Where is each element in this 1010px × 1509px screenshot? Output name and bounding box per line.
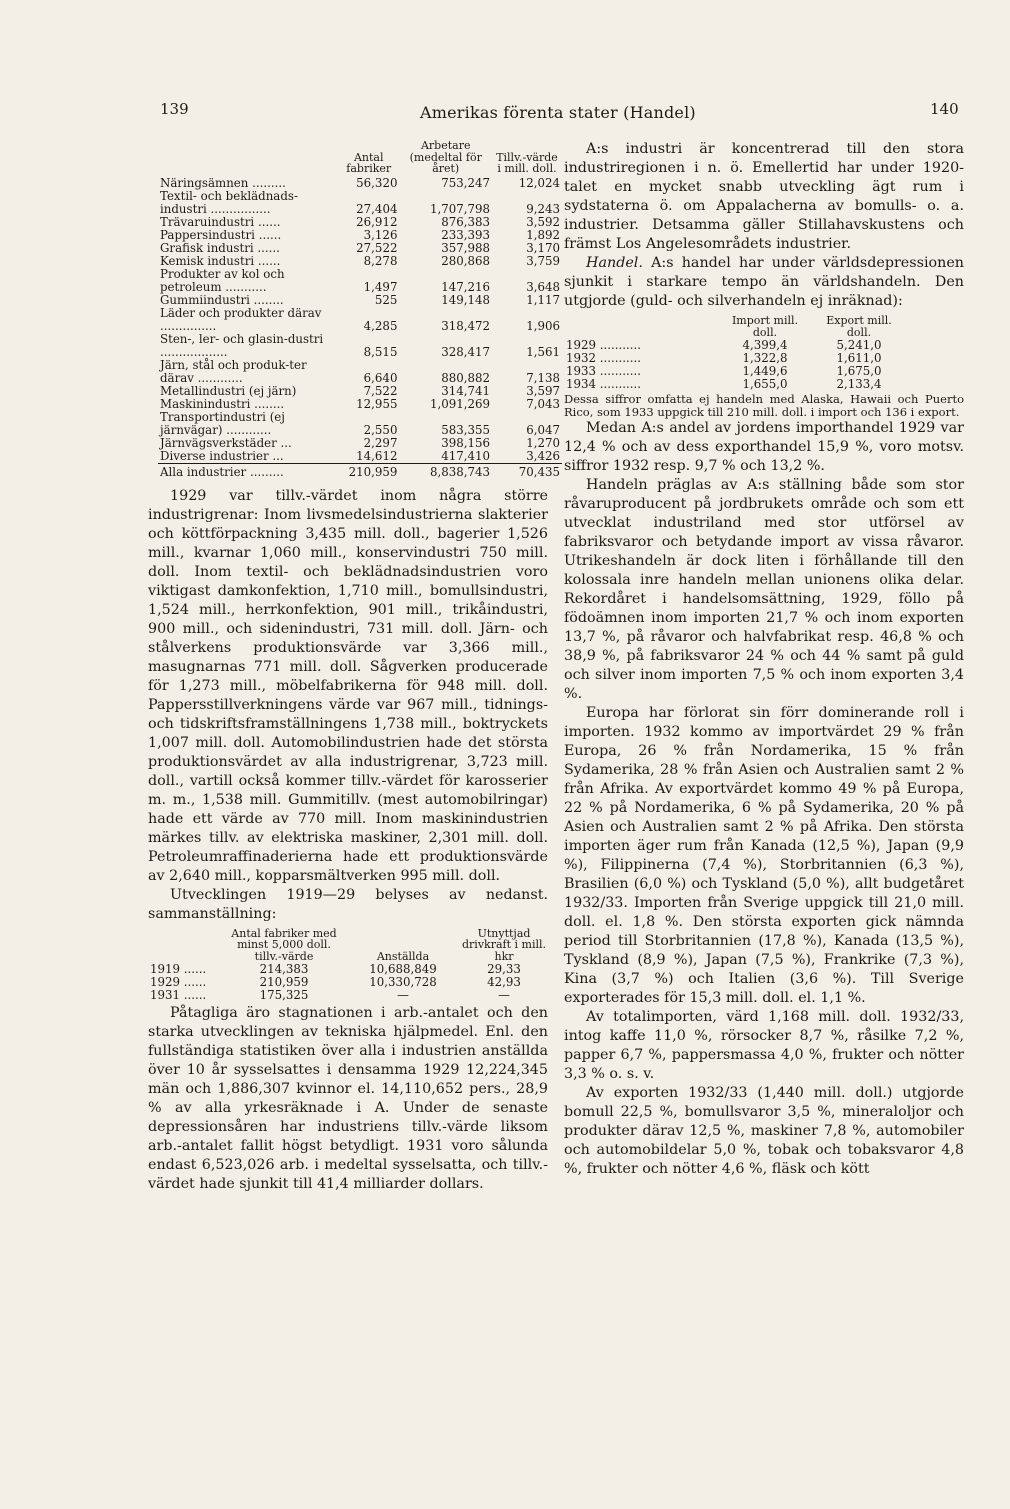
right-paragraph-1: A:s industri är koncentrerad till den stora industriregionen i n. ö. Emellertid har under 1920-talet en mycket snabb utveckling ägt rum i sydstaterna ö. om Appalacherna av bomulls- o. a. industrier. Detsamma gäller Stillahavskustens och främst Los Angelesområdets industrier. [564,141,964,252]
industry-value: 357,988 [441,240,490,255]
trade-value: 2,133,4 [836,377,882,391]
dev-value: 10,330,728 [369,975,437,989]
trade-year: 1934 ........... [566,377,642,391]
industry-name: Diverse industrier ... [160,448,284,463]
dev-row [148,989,548,1002]
trade-row [564,378,964,391]
industry-value: 26,912 [356,214,398,229]
page-number-right: 140 [930,100,959,118]
industry-row [158,255,562,268]
industry-row [158,411,562,437]
industry-value: 4,285 [363,318,398,333]
industry-value: 3,170 [526,240,560,255]
right-paragraph-2 [564,254,964,311]
trade-year: 1932 ........... [566,351,642,365]
section-heading-handel: Handel. [586,255,643,271]
industry-row [158,307,562,333]
industry-value: 876,383 [441,214,490,229]
industry-value: 1,270 [526,435,560,450]
industry-row [158,177,562,190]
dev-value: 214,383 [259,962,309,976]
industry-value: 3,597 [526,383,560,398]
dev-value: 29,33 [487,962,521,976]
industry-value: 7,522 [363,383,398,398]
dev-value: — [498,988,510,1002]
trade-table-body [564,339,964,391]
industry-name: Järnvägsverkstäder ... [160,435,292,450]
development-table [148,928,548,1003]
industry-value: 1,117 [526,292,560,307]
trade-value: 1,322,8 [742,351,788,365]
trade-header-import: Import mill. doll. [731,314,799,339]
industry-header-workers: Arbetare (medeltal för året) [409,139,482,175]
running-head: Amerikas förenta stater (Handel) [420,103,696,122]
dev-value: 175,325 [259,988,309,1002]
dev-value: 10,688,849 [369,962,437,976]
industry-name: Metallindustri (ej järn) [160,383,297,398]
industry-value: 314,741 [441,383,490,398]
dev-header-power: Utnyttjad drivkraft i mill. hkr [462,926,546,963]
right-paragraph-8: Av exporten 1932/33 (1,440 mill. doll.) utgjorde bomull 22,5 %, bomullsvaror 3,5 %, mineraloljor och produkter därav 12,5 %, maskiner 7,8 %, automobiler och automobildelar 5,0 %, tobak och tobaksvaror 4,8 %, frukter och nötter 4,6 %, fläsk och kött [564,1084,964,1177]
left-column [148,139,560,1194]
industry-table-body [158,177,562,479]
industry-name: Transportindustri (ej järnvägar) ............ [160,409,285,437]
industry-value: 398,156 [441,435,490,450]
left-paragraph-2: Utvecklingen 1919—29 belyses av nedanst. sammanställning: [148,886,548,922]
dev-year: 1929 ...... [150,975,207,989]
industry-value: 417,410 [441,448,490,463]
industry-header-factories: Antal fabriker [346,150,392,175]
trade-year: 1933 ........... [566,364,642,378]
industry-value: 1,906 [526,318,560,333]
industry-total-row [158,463,562,479]
left-paragraph-3: Påtagliga äro stagnationen i arb.-antalet och den starka utvecklingen av tekniska hjälpmedel. Enl. den fullständiga statistiken över alla i industrien anställda över 10 år sysselsattes i densamma 1929 12,224,345 män och 1,886,307 kvinnor el. 14,110,652 pers., 28,9 % av alla yrkesräknade i A. Under de senaste depressionsåren har industriens tillv.-värde liksom arb.-antalet fallit högst betydligt. 1931 voro sålunda endast 6,523,026 arb. i medeltal sysselsatta, och tillv.-värdet hade sjunkit till 41,4 milliarder dollars. [148,1005,548,1192]
right-paragraph-2-text: A:s handel har under världsdepressionen sjunkit i starkare tempo än världshandeln. Den utgjorde (guld- och silverhandeln ej inräknad): [564,255,964,309]
industry-value: 280,868 [441,253,490,268]
trade-value: 5,241,0 [836,338,882,352]
industry-value: 318,472 [441,318,490,333]
industry-table [158,140,562,479]
industry-value: 147,216 [441,279,490,294]
industry-value: 12,955 [356,396,398,411]
industry-name: Sten-, ler- och glasin-dustri .................. [160,331,324,359]
industry-row [158,385,562,398]
industry-value: 7,138 [526,370,560,385]
trade-year: 1929 ........... [566,338,642,352]
industry-row [158,268,562,294]
industry-value: 3,126 [363,227,398,242]
dev-value: 42,93 [487,975,521,989]
dev-header-factories: Antal fabriker med minst 5,000 doll. tillv.-värde [231,926,337,963]
trade-spacer [906,352,964,365]
industry-value: 6,640 [363,370,398,385]
trade-spacer [906,365,964,378]
industry-value: 525 [374,292,398,307]
industry-name: Näringsämnen ......... [160,175,286,190]
industry-header-value: Tillv.-värde i mill. doll. [496,150,558,175]
dev-year: 1919 ...... [150,962,207,976]
right-paragraph-5: Handeln präglas av A:s ställning både som stor råvaruproducent på jordbrukets område och som ett utvecklat industriland med stor utförsel av fabriksvaror och betydande import av vissa råvaror. Utrikeshandeln är dock liten i förhållande till den kolossala inre handeln mellan unionens olika delar. Rekordåret i handelsomsättning, 1929, föllo på födoämnen inom importen 21,7 % och inom exporten 13,7 %, på råvaror och halvfabrikat resp. 46,8 % och 38,9 %, på fabriksvaror 24 % och 44 % samt på guld och silver inom importen 7,5 % och inom exporten 3,4 %. [564,476,964,702]
industry-value: 233,393 [441,227,490,242]
industry-row [158,242,562,255]
right-paragraph-6: Europa har förlorat sin förr dominerande roll i importen. 1932 kommo av importvärdet 29 % från Europa, 26 % från Nordamerika, 15 % från Sydamerika, 28 % från Asien och Australien samt 2 % från Afrika. Av exportvärdet kommo 49 % på Europa, 22 % på Nordamerika, 6 % på Sydamerika, 20 % på Asien och Australien samt 2 % på Afrika. Den största importen äger rum från Kanada (12,5 %), Japan (9,9 %), Filippinerna (7,4 %), Storbritannien (6,3 %), Brasilien (6,0 %) och Tyskland (5,0 %), allt budgetåret 1932/33. Importen från Sverige uppgick till 21,0 mill. doll. el. 1,8 %. Den största exporten gick nämnda period till Storbritannien (17,8 %), Kanada (13,5 %), Tyskland (8,9 %), Japan (7,5 %), Frankrike (7,3 %), Kina (3,7 %) och Italien (3,6 %). Till Sverige exporterades för 15,3 mill. doll. el. 1,1 %. [564,704,964,1006]
industry-value: 6,047 [526,422,560,437]
industry-row [158,437,562,450]
industry-value: 880,882 [441,370,490,385]
industry-row [158,229,562,242]
trade-header-blank [564,315,718,339]
industry-row [158,216,562,229]
industry-row [158,333,562,359]
trade-value: 1,449,6 [742,364,788,378]
industry-row [158,190,562,216]
industry-value: 3,426 [526,448,560,463]
industry-value: 328,417 [441,344,490,359]
industry-value: 3,648 [526,279,560,294]
right-paragraph-7: Av totalimporten, värd 1,168 mill. doll. 1932/33, intog kaffe 11,0 %, rörsocker 8,7 %, råsilke 7,2 %, papper 6,7 %, pappersmassa 4,0 %, frukter och nötter 3,3 % o. s. v. [564,1008,964,1082]
industry-value: 149,148 [441,292,490,307]
industry-value: 1,497 [363,279,398,294]
industry-value: 1,892 [526,227,560,242]
dev-value: — [397,988,409,1002]
dev-value: 210,959 [259,975,309,989]
dev-header-blank [148,928,222,964]
page-number-left: 139 [160,100,189,118]
trade-spacer [906,378,964,391]
industry-total-value: 8,838,743 [399,463,492,479]
industry-value: 7,043 [526,396,560,411]
industry-total-value: 70,435 [492,463,562,479]
dev-header-employees: Anställda [376,949,430,963]
dev-year: 1931 ...... [150,988,207,1002]
industry-row [158,398,562,411]
industry-value: 56,320 [356,175,398,190]
industry-value: 8,515 [363,344,398,359]
trade-value: 1,611,0 [836,351,882,365]
industry-value: 1,707,798 [429,201,490,216]
industry-name: Kemisk industri ...... [160,253,281,268]
trade-value: 4,399,4 [742,338,788,352]
industry-header-blank [158,140,338,177]
industry-value: 1,091,269 [429,396,490,411]
industry-name: Produkter av kol och petroleum ........... [160,266,285,294]
dev-row [148,976,548,989]
industry-total-label: Alla industrier ......... [158,463,338,479]
industry-name: Trävaruindustri ...... [160,214,281,229]
right-paragraph-3: Dessa siffror omfatta ej handeln med Alaska, Hawaii och Puerto Rico, som 1933 uppgick till 210 mill. doll. i import och 136 i export. [564,392,964,419]
industry-row [158,294,562,307]
trade-spacer [906,339,964,352]
industry-value: 583,355 [441,422,490,437]
industry-name: Läder och produkter därav ............... [160,305,322,333]
industry-value: 12,024 [518,175,560,190]
industry-name: Järn, stål och produk-ter därav ............ [160,357,307,385]
industry-value: 27,404 [356,201,398,216]
industry-name: Textil- och beklädnads-industri ................ [160,188,298,216]
industry-row [158,359,562,385]
industry-value: 27,522 [356,240,398,255]
industry-value: 3,759 [526,253,560,268]
right-column [564,140,964,1179]
trade-header-spacer [906,315,964,339]
industry-name: Grafisk industri ...... [160,240,280,255]
trade-value: 1,675,0 [836,364,882,378]
industry-row [158,450,562,464]
industry-value: 1,561 [526,344,560,359]
trade-header-export: Export mill. doll. [826,314,892,339]
industry-value: 2,550 [363,422,398,437]
industry-name: Pappersindustri ...... [160,227,282,242]
right-paragraph-4: Medan A:s andel av jordens importhandel 1929 var 12,4 % och av dess exporthandel 15,9 %, voro motsv. siffror 1932 resp. 9,7 % och 13,2 %. [564,419,964,474]
industry-total-value: 210,959 [338,463,399,479]
industry-value: 2,297 [363,435,398,450]
left-paragraph-1: 1929 var tillv.-värdet inom några större industrigrenar: Inom livsmedelsindustrierna slakterier och köttförpackning 3,435 mill. doll., bagerier 1,526 mill., kvarnar 1,060 mill., konservindustri 750 mill. doll. Inom textil- och beklädnadsindustrien voro viktigast damkonfektion, 1,710 mill., bomullsindustri, 1,524 mill., herrkonfektion, 901 mill., trikåindustri, 900 mill., och sidenindustri, 731 mill. doll. Järn- och stålverkens produktionsvärde var 3,366 mill., masugnarnas 771 mill. doll. Sågverken producerade för 1,273 mill., möbelfabrikerna för 948 mill. doll. Pappersstillverkningens värde var 967 mill., tidnings- och tidskriftsframställningens 1,738 mill., boktryckets 1,007 mill. doll. Automobilindustrien hade det största produktionsvärdet av alla industrigrenar, 3,723 mill. doll., vartill också kommer tillv.-värdet för karosserier m. m., 1,538 mill. Gummitillv. (mest automobilringar) hade ett värde av 770 mill. Inom maskinindustrien märkes tillv. av elektriska maskiner, 2,301 mill. doll. Petroleumraffinaderierna hade ett produktionsvärde av 2,640 mill., kopparsmältverken 995 mill. doll. [148,487,548,884]
industry-value: 8,278 [363,253,398,268]
industry-name: Maskinindustri ........ [160,396,285,411]
industry-value: 753,247 [441,175,490,190]
industry-value: 9,243 [526,201,560,216]
industry-value: 3,592 [526,214,560,229]
trade-table [564,315,964,391]
industry-name: Gummiindustri ........ [160,292,284,307]
industry-value: 14,612 [356,448,398,463]
development-table-body [148,963,548,1002]
trade-value: 1,655,0 [742,377,788,391]
